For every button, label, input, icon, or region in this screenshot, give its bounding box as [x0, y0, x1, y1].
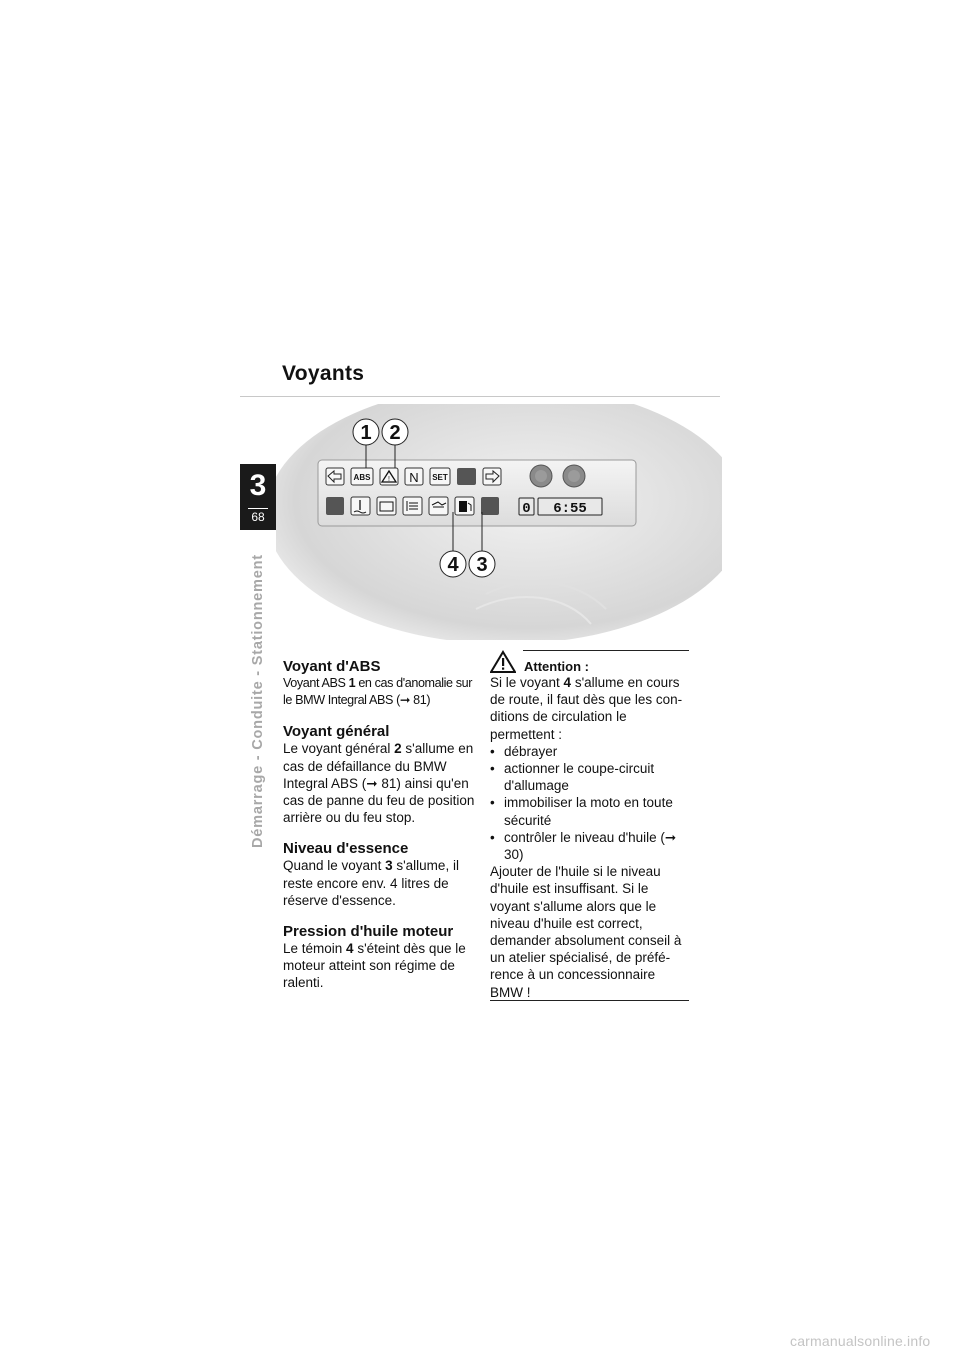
set-indicator-icon — [430, 468, 450, 485]
neutral-icon-label: N — [409, 470, 419, 485]
warning-lights-figure — [276, 404, 722, 640]
section-text-fuel: Quand le voyant 3 s'allume, il reste encore env. 4 litres de réserve d'essence. — [283, 858, 459, 908]
title-divider — [240, 396, 720, 397]
callout-label: 3 — [476, 554, 488, 576]
chapter-tab — [240, 464, 276, 530]
blank-lamp-icon — [457, 468, 476, 485]
chapter-divider — [248, 508, 268, 509]
set-icon-label: SET — [432, 473, 448, 482]
attention-header — [490, 650, 690, 674]
section-title-fuel: Niveau d'essence — [283, 840, 409, 858]
footer-watermark: carmanualsonline.info — [790, 1333, 931, 1349]
fuel-level-icon — [455, 497, 474, 515]
list-item: • débrayer — [490, 743, 690, 760]
clock-display-value: 6:55 — [553, 501, 587, 517]
section-text-abs: Voyant ABS 1 en cas d'anomalie sur le BMW Integral ABS (➞ 81) — [283, 676, 473, 708]
general-warning-icon — [380, 468, 398, 485]
callout-label: 2 — [389, 422, 401, 444]
headlight-icon — [403, 497, 422, 515]
section-title-oil: Pression d'huile moteur — [283, 923, 454, 941]
section-text-general: Le voyant général 2 s'allume en cas de défaillance du BMW Integral ABS (➞ 81) ainsi qu'en cas de panne du feu de position arrière ou du feu stop. — [283, 741, 475, 826]
blank-lamp-icon — [481, 497, 499, 515]
left-column — [283, 658, 483, 1006]
attention-intro: Si le voyant 4 s'allume en cours de route, il faut dès que les con-ditions de circulation le permettent : — [490, 675, 683, 742]
callout-label: 1 — [360, 422, 372, 444]
battery-icon — [377, 497, 396, 515]
page-number: 68 — [251, 510, 265, 524]
section-title-general: Voyant général — [283, 723, 390, 741]
list-item: • contrôler le niveau d'huile (➞ 30) — [490, 829, 690, 863]
attention-label: Attention : — [524, 659, 589, 674]
oil-pressure-icon — [429, 497, 448, 515]
abs-icon-label: ABS — [353, 473, 371, 482]
list-item: • actionner le coupe-circuit d'allumage — [490, 760, 690, 794]
gear-display-value: 0 — [522, 501, 531, 517]
attention-rule-bottom — [490, 1000, 689, 1001]
coolant-temperature-icon — [351, 497, 370, 515]
warning-triangle-icon — [490, 650, 516, 674]
attention-outro: Ajouter de l'huile si le niveau d'huile est insuffisant. Si le voyant s'allume alors que le niveau d'huile est correct, demander absolument conseil à un atelier spécialisé, de préfé-rence à un concessionnaire BMW ! — [490, 864, 682, 1000]
left-indicator-icon — [326, 468, 344, 485]
section-text-oil: Le témoin 4 s'éteint dès que le moteur atteint son régime de ralenti. — [283, 941, 466, 991]
abs-warning-icon — [351, 468, 373, 485]
chapter-side-title: Démarrage - Conduite - Stationnement — [250, 554, 266, 848]
chapter-number: 3 — [249, 469, 267, 502]
attention-box — [490, 650, 690, 1001]
svg-text:!: ! — [388, 476, 390, 483]
neutral-indicator-icon — [405, 468, 423, 485]
right-indicator-icon — [483, 468, 501, 485]
attention-list — [490, 743, 690, 863]
blank-lamp-icon — [326, 497, 344, 515]
section-title-abs: Voyant d'ABS — [283, 658, 381, 675]
page-title: Voyants — [282, 362, 365, 385]
list-item: • immobiliser la moto en toute sécurité — [490, 794, 690, 828]
callout-label: 4 — [447, 554, 459, 576]
